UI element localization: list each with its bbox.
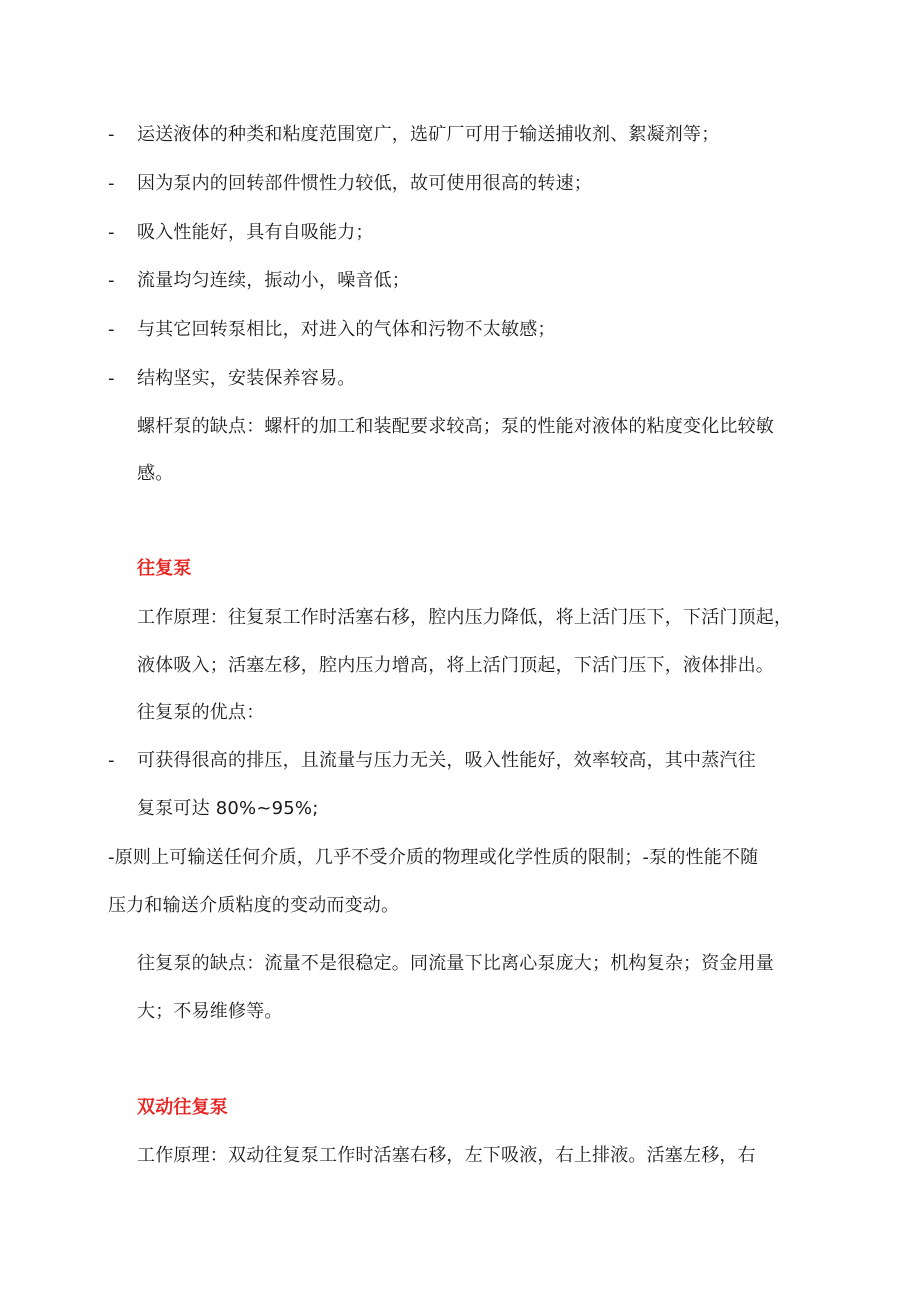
list-dash: -: [108, 222, 115, 243]
list-item: 可获得很高的排压，且流量与压力无关，吸入性能好，效率较高，其中蒸汽往: [137, 750, 756, 771]
screw-pump-disadvantage-cont: 感。: [137, 463, 174, 484]
reciprocating-principle-cont: 液体吸入；活塞左移，腔内压力增高，将上活门顶起，下活门压下，液体排出。: [137, 655, 774, 676]
list-item: 结构坚实，安装保养容易。: [137, 368, 356, 389]
screw-pump-disadvantage: 螺杆泵的缺点：螺杆的加工和装配要求较高；泵的性能对液体的粘度变化比较敏: [137, 416, 774, 437]
list-dash: -: [108, 270, 115, 291]
list-item: -原则上可输送任何介质，几乎不受介质的物理或化学性质的限制；-泵的性能不随: [108, 847, 759, 868]
list-dash: -: [108, 368, 115, 389]
list-item: 流量均匀连续，振动小，噪音低；: [137, 270, 410, 291]
list-item: 与其它回转泵相比，对进入的气体和污物不太敏感；: [137, 319, 556, 340]
list-dash: -: [108, 750, 115, 771]
reciprocating-pump-heading: 往复泵: [137, 558, 192, 579]
list-dash: -: [108, 173, 115, 194]
reciprocating-advantages-title: 往复泵的优点：: [137, 702, 265, 723]
reciprocating-disadvantage: 往复泵的缺点：流量不是很稳定。同流量下比离心泵庞大；机构复杂；资金用量: [137, 953, 774, 974]
list-item-cont: 压力和输送介质粘度的变动而变动。: [108, 895, 400, 916]
list-dash: -: [108, 124, 115, 145]
double-acting-principle: 工作原理：双动往复泵工作时活塞右移，左下吸液，右上排液。活塞左移，右: [137, 1145, 756, 1166]
list-item: 吸入性能好，具有自吸能力；: [137, 222, 374, 243]
reciprocating-disadvantage-cont: 大；不易维修等。: [137, 1001, 283, 1022]
reciprocating-principle: 工作原理：往复泵工作时活塞右移，腔内压力降低，将上活门压下，下活门顶起，: [137, 607, 793, 628]
list-item: 因为泵内的回转部件惯性力较低，故可使用很高的转速；: [137, 173, 592, 194]
double-acting-pump-heading: 双动往复泵: [137, 1097, 228, 1118]
list-item-cont: 复泵可达 80%~95%;: [137, 798, 319, 819]
list-dash: -: [108, 319, 115, 340]
list-item: 运送液体的种类和粘度范围宽广，选矿厂可用于输送捕收剂、絮凝剂等；: [137, 124, 720, 145]
